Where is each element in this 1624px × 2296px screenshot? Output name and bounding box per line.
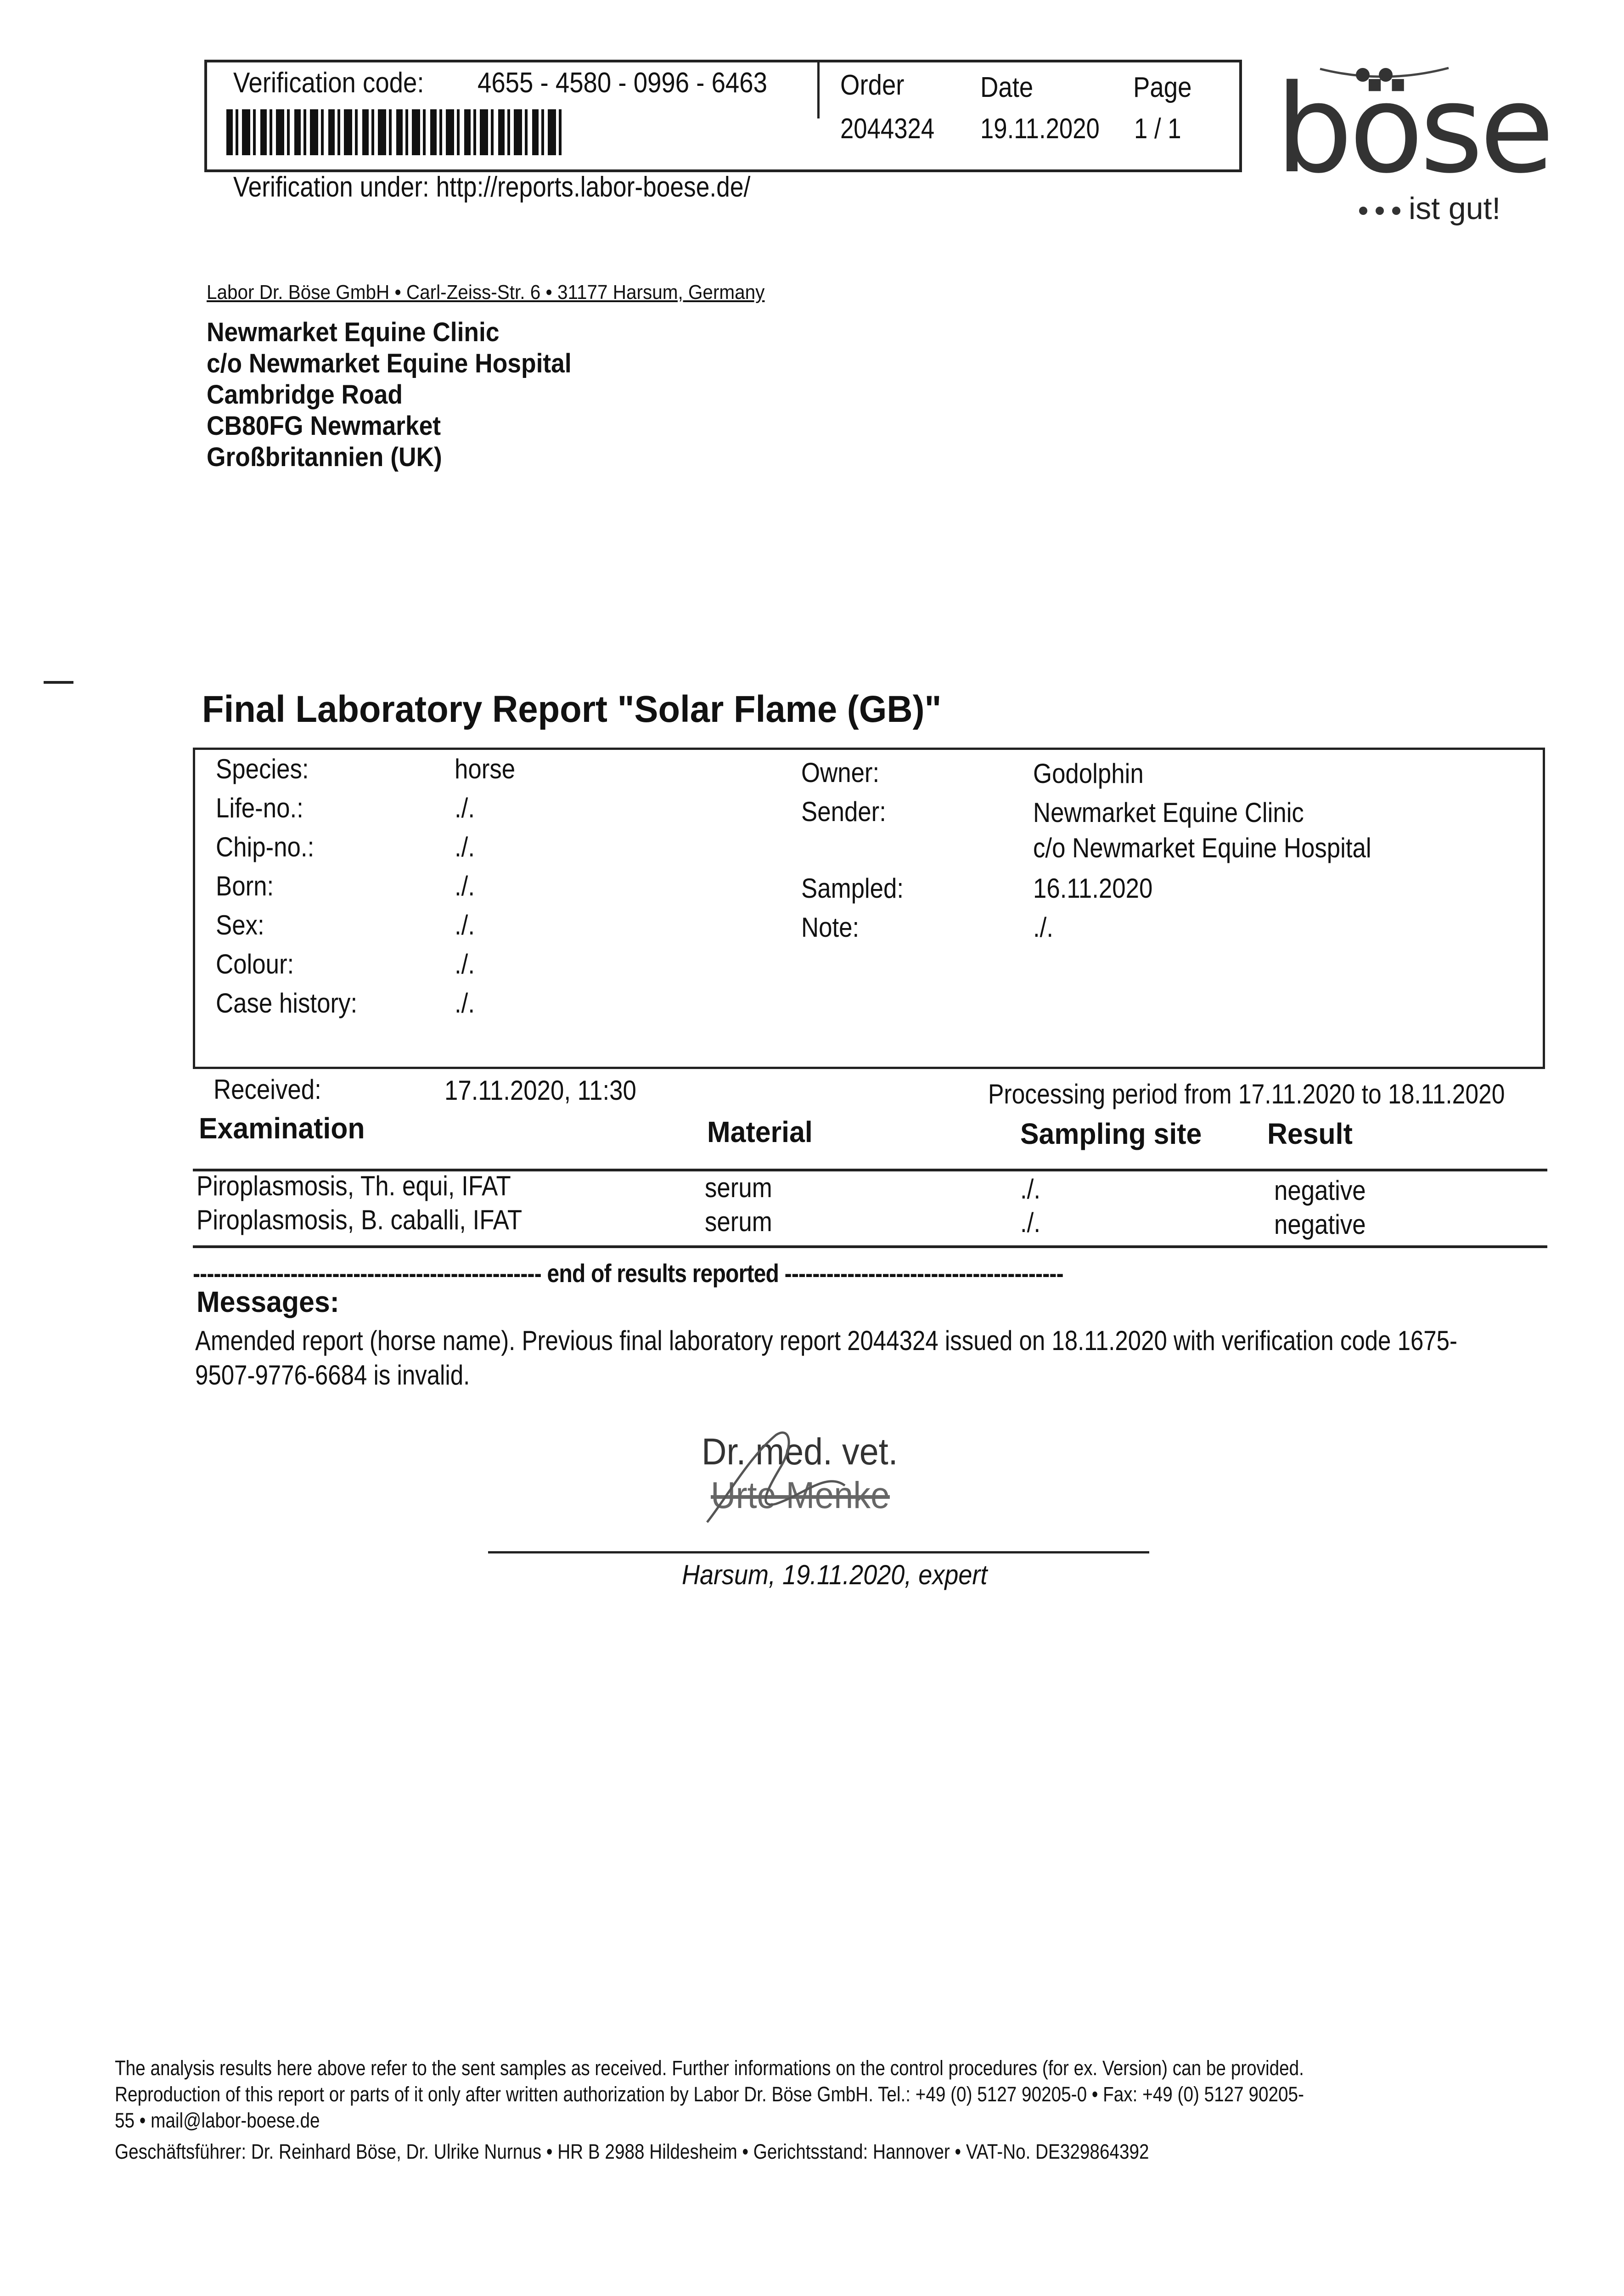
order-value: 2044324 (840, 113, 935, 145)
signature-title: Dr. med. vet. (702, 1431, 898, 1473)
logo-tagline (1359, 191, 1500, 226)
recipient-line: Großbritannien (UK) (207, 442, 442, 472)
info-label-chip-no: Chip-no.: (216, 832, 315, 862)
info-label-sampled: Sampled: (801, 873, 904, 904)
sender-line: Labor Dr. Böse GmbH • Carl-Zeiss-Str. 6 • 31177 Harsum, Germany (207, 281, 765, 304)
footer-line: 55 • mail@labor-boese.de (115, 2109, 320, 2132)
table-bottom-rule (193, 1245, 1547, 1248)
verification-url: Verification under: http://reports.labor-boese.de/ (233, 171, 751, 203)
message-line: Amended report (horse name). Previous final laboratory report 2044324 issued on 18.11.2020 with verification code 1675- (195, 1325, 1458, 1356)
header-divider (817, 62, 820, 118)
column-material: Material (707, 1115, 813, 1148)
info-label-sender: Sender: (801, 796, 886, 827)
verification-label: Verification code: (233, 67, 424, 99)
messages-heading: Messages: (197, 1285, 339, 1318)
received-label: Received: (214, 1074, 321, 1105)
result-value: negative (1274, 1175, 1366, 1206)
signature-rule (488, 1551, 1149, 1553)
result-material: serum (705, 1206, 772, 1237)
order-label: Order (840, 69, 905, 101)
info-label-owner: Owner: (801, 757, 880, 788)
recipient-line: Cambridge Road (207, 380, 403, 410)
info-value-born: ./. (455, 871, 475, 901)
result-examination: Piroplasmosis, B. caballi, IFAT (197, 1204, 523, 1235)
handwritten-signature (698, 1417, 872, 1536)
recipient-line: CB80FG Newmarket (207, 411, 441, 441)
info-value-sender-2: c/o Newmarket Equine Hospital (1033, 833, 1371, 863)
date-value: 19.11.2020 (980, 113, 1100, 145)
info-value-chip-no: ./. (455, 832, 475, 862)
footer-line: The analysis results here above refer to the sent samples as received. Further informations on the control procedures (for ex. Version) can be provided. (115, 2056, 1304, 2080)
page-label: Page (1133, 72, 1192, 103)
info-label-life-no: Life-no.: (216, 793, 303, 823)
received-value: 17.11.2020, 11:30 (444, 1075, 636, 1106)
result-examination: Piroplasmosis, Th. equi, IFAT (197, 1171, 511, 1201)
info-value-note: ./. (1033, 912, 1054, 943)
end-of-results-line: -------------------------------------------------- end of results reported ---------------------------------------- (193, 1259, 1063, 1288)
recipient-line: Newmarket Equine Clinic (207, 317, 500, 347)
signature-name: Urte Menke (711, 1474, 890, 1516)
info-value-sender-1: Newmarket Equine Clinic (1033, 797, 1304, 828)
info-value-life-no: ./. (455, 793, 475, 823)
signature-place-date: Harsum, 19.11.2020, expert (682, 1559, 988, 1590)
message-line: 9507-9776-6684 is invalid. (195, 1360, 470, 1390)
info-label-sex: Sex: (216, 910, 264, 940)
info-label-note: Note: (801, 912, 860, 943)
fold-mark (44, 681, 73, 684)
processing-period: Processing period from 17.11.2020 to 18.11.2020 (988, 1079, 1505, 1109)
recipient-line: c/o Newmarket Equine Hospital (207, 349, 572, 378)
column-examination: Examination (199, 1112, 365, 1145)
footer-line: Reproduction of this report or parts of it only after written authorization by Labor Dr. Böse GmbH. Tel.: +49 (0) 5127 90205-0 • Fax: +49 (0) 5127 90205- (115, 2082, 1304, 2106)
info-label-species: Species: (216, 754, 309, 784)
info-value-species: horse (455, 754, 516, 784)
info-label-case-history: Case history: (216, 988, 358, 1019)
info-value-case-history: ./. (455, 988, 475, 1019)
result-site: ./. (1020, 1174, 1041, 1204)
info-value-sex: ./. (455, 910, 475, 940)
logo-tagline-text: ist gut! (1409, 191, 1501, 226)
column-sampling-site: Sampling site (1020, 1117, 1202, 1150)
result-value: negative (1274, 1209, 1366, 1240)
info-label-colour: Colour: (216, 949, 294, 979)
date-label: Date (980, 72, 1034, 103)
info-value-colour: ./. (455, 949, 475, 979)
verification-code: 4655 - 4580 - 0996 - 6463 (478, 67, 767, 99)
logo-wordmark: böse (1276, 59, 1551, 200)
info-value-sampled: 16.11.2020 (1033, 873, 1153, 904)
barcode-icon (226, 109, 564, 155)
result-material: serum (705, 1172, 772, 1203)
footer-line: Geschäftsführer: Dr. Reinhard Böse, Dr. Ulrike Nurnus • HR B 2988 Hildesheim • Gerichtsstand: Hannover • VAT-No. DE329864392 (115, 2140, 1149, 2163)
info-value-owner: Godolphin (1033, 758, 1144, 789)
result-site: ./. (1020, 1207, 1041, 1238)
column-result: Result (1267, 1117, 1353, 1150)
info-label-born: Born: (216, 871, 274, 901)
report-title: Final Laboratory Report "Solar Flame (GB)" (202, 688, 942, 730)
page-value: 1 / 1 (1134, 113, 1181, 145)
